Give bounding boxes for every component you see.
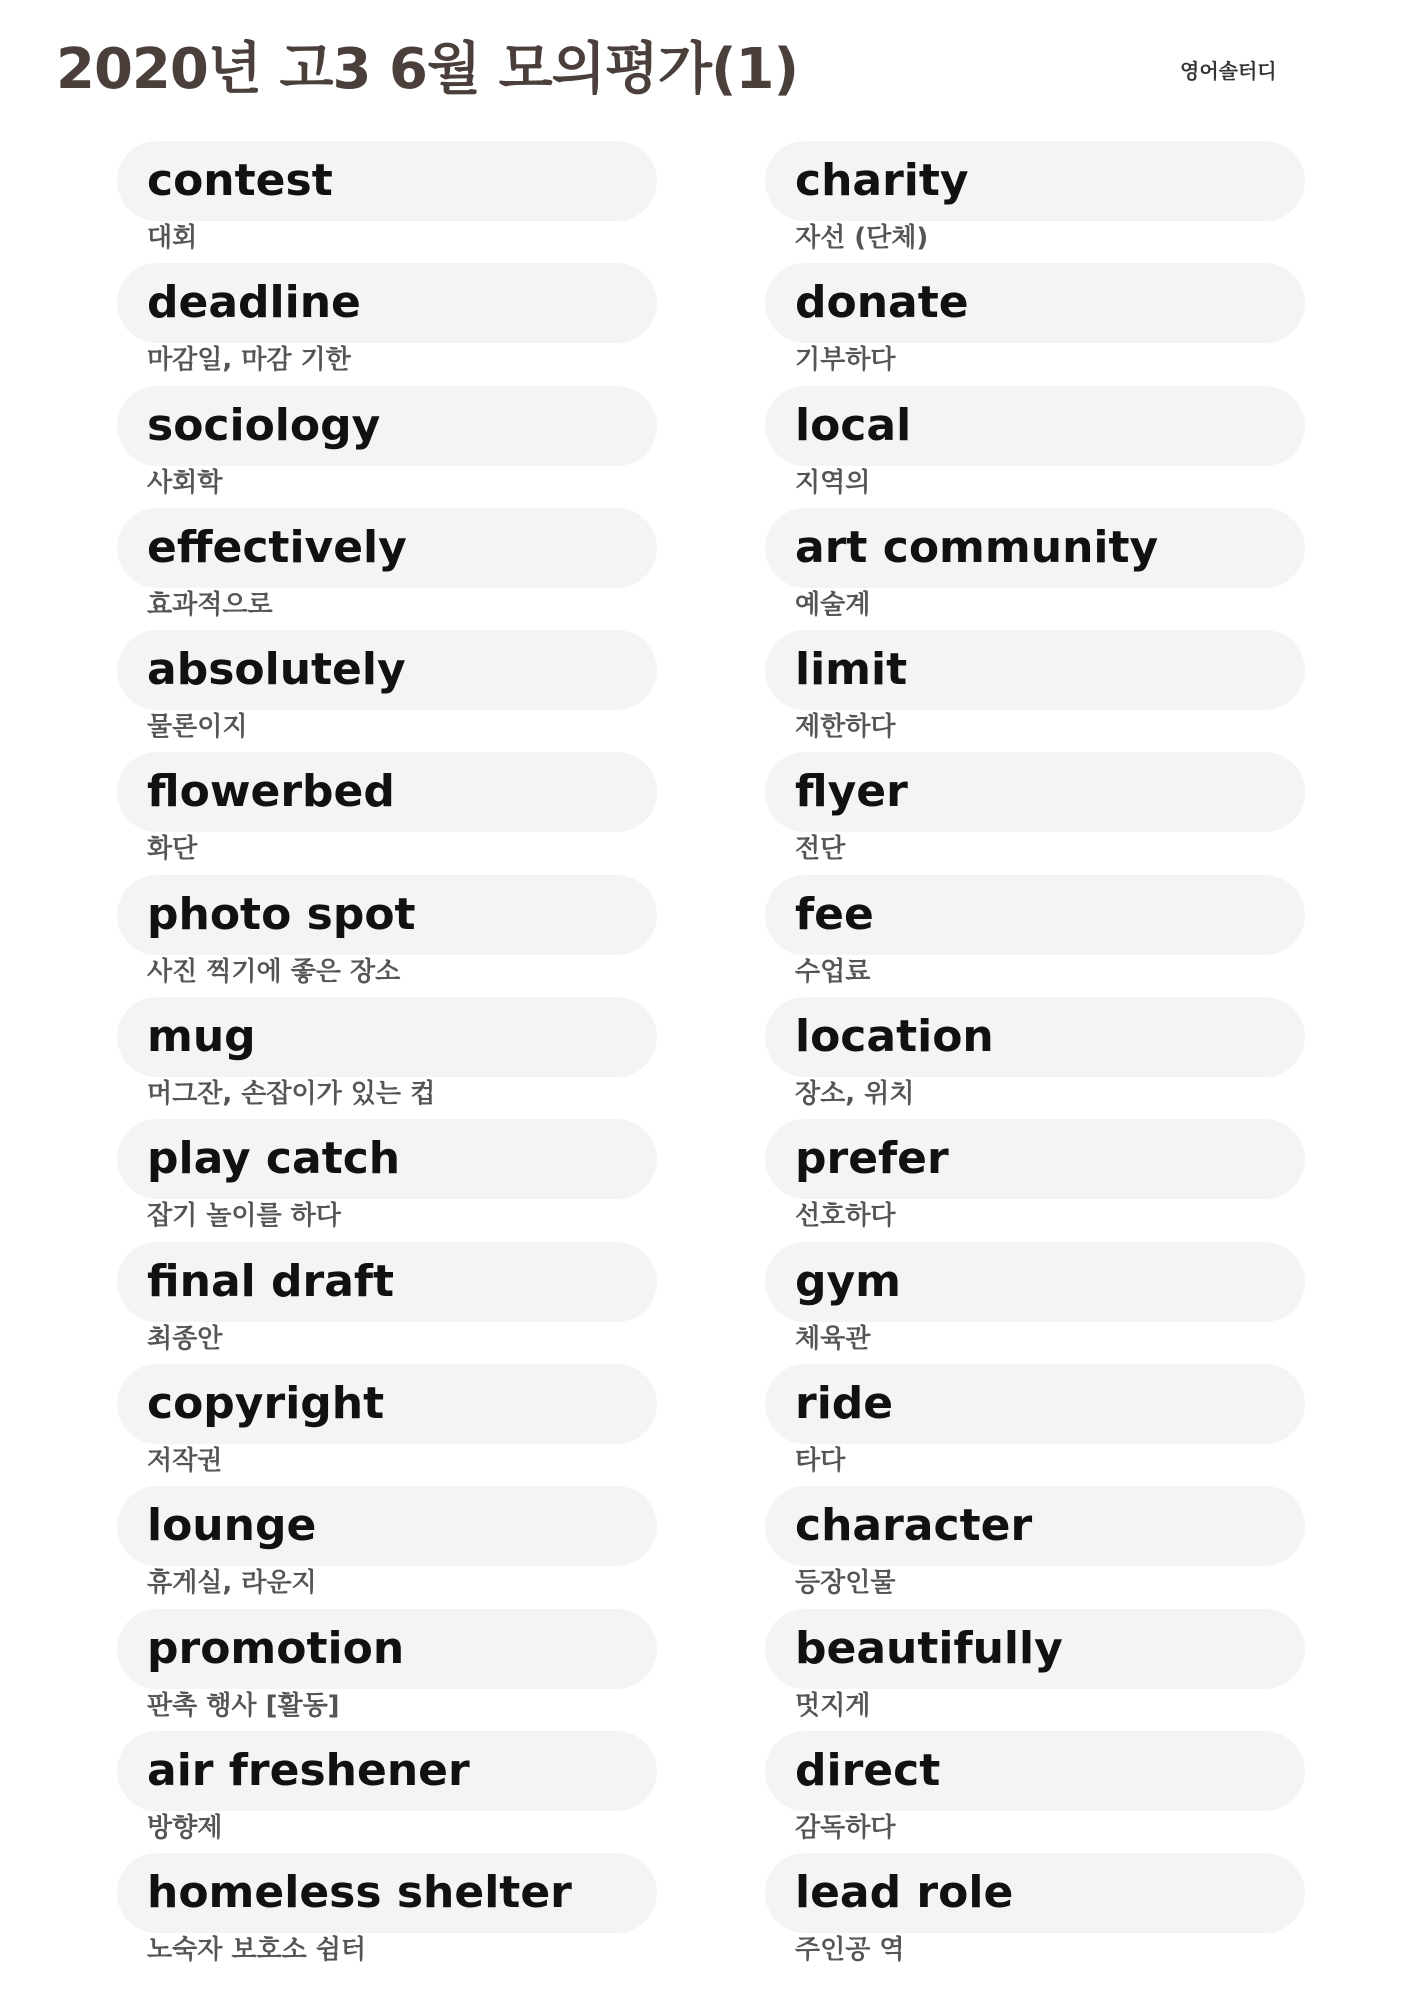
vocab-meaning: 수업료	[795, 956, 871, 987]
vocab-word-pill	[117, 1364, 657, 1444]
vocab-meaning: 화단	[147, 834, 198, 865]
vocab-word-pill	[765, 1853, 1305, 1933]
vocab-item	[765, 630, 1305, 752]
vocab-word-pill	[765, 508, 1305, 588]
vocab-meaning: 최종안	[147, 1323, 223, 1354]
vocab-item	[117, 752, 657, 874]
vocab-word: flyer	[795, 766, 908, 818]
vocab-meaning: 판촉 행사 [활동]	[147, 1690, 340, 1721]
brand-label: 영어솔터디	[1180, 59, 1277, 83]
vocab-item	[117, 508, 657, 630]
vocab-word-pill	[765, 263, 1305, 343]
vocab-meaning: 체육관	[795, 1323, 871, 1354]
vocab-word-pill	[765, 386, 1305, 466]
vocab-item	[117, 1853, 657, 1975]
vocab-word-pill	[117, 386, 657, 466]
vocab-meaning: 물론이지	[147, 712, 248, 743]
vocab-word: ride	[795, 1377, 894, 1429]
vocab-item	[117, 1486, 657, 1608]
vocab-word-pill	[117, 508, 657, 588]
vocab-meaning: 사회학	[147, 467, 223, 498]
vocab-word-pill	[117, 997, 657, 1077]
vocab-meaning: 지역의	[795, 467, 871, 498]
vocab-meaning: 대회	[147, 223, 198, 253]
vocab-word: mug	[147, 1011, 256, 1063]
vocab-word-pill	[117, 1609, 657, 1689]
vocab-word: prefer	[795, 1133, 949, 1185]
vocab-word-pill	[765, 1486, 1305, 1566]
vocab-word-pill	[765, 1609, 1305, 1689]
vocab-word-pill	[117, 1486, 657, 1566]
vocab-word: final draft	[147, 1255, 395, 1307]
vocab-item	[117, 630, 657, 752]
vocab-item	[117, 997, 657, 1119]
vocab-word-pill	[117, 630, 657, 710]
vocab-word: sociology	[147, 399, 381, 451]
vocab-word-pill	[117, 875, 657, 955]
vocab-word-pill	[765, 141, 1305, 221]
vocab-meaning: 멋지게	[795, 1690, 871, 1721]
page-title: 2020년 고3 6월 모의평가(1)	[56, 37, 799, 102]
vocab-meaning: 등장인물	[795, 1568, 896, 1599]
vocab-word: local	[795, 399, 912, 451]
vocab-meaning: 장소, 위치	[795, 1079, 915, 1110]
vocab-item	[117, 141, 657, 263]
vocab-item	[117, 1364, 657, 1486]
vocab-word: location	[795, 1011, 994, 1063]
vocab-meaning: 저작권	[147, 1445, 223, 1476]
vocab-meaning: 자선 (단체)	[795, 223, 929, 253]
vocab-item	[765, 1119, 1305, 1241]
vocab-word-pill	[117, 141, 657, 221]
vocab-item	[765, 1364, 1305, 1486]
vocab-word-pill	[117, 752, 657, 832]
vocab-word: play catch	[147, 1133, 401, 1185]
vocab-meaning: 사진 찍기에 좋은 장소	[147, 956, 401, 987]
vocab-item	[765, 1853, 1305, 1975]
vocab-meaning: 전단	[795, 834, 846, 865]
vocab-word-pill	[117, 1853, 657, 1933]
vocab-column-left	[117, 141, 657, 1975]
vocab-word-pill	[765, 1364, 1305, 1444]
vocab-item	[765, 141, 1305, 263]
vocab-item	[765, 875, 1305, 997]
vocab-word-pill	[765, 630, 1305, 710]
vocab-item	[117, 263, 657, 385]
vocab-word-pill	[117, 1119, 657, 1199]
vocab-word: lead role	[795, 1867, 1014, 1919]
vocab-word-pill	[117, 263, 657, 343]
vocab-word: character	[795, 1500, 1033, 1552]
vocab-item	[765, 1731, 1305, 1853]
vocab-word-pill	[765, 875, 1305, 955]
vocab-meaning: 노숙자 보호소 쉼터	[147, 1935, 367, 1966]
vocab-word-pill	[765, 752, 1305, 832]
vocab-word: direct	[795, 1744, 941, 1796]
vocab-word-pill	[765, 1242, 1305, 1322]
vocab-word-pill	[117, 1242, 657, 1322]
vocab-word: deadline	[147, 277, 361, 329]
vocab-word: limit	[795, 644, 908, 696]
vocab-meaning: 주인공 역	[795, 1935, 905, 1966]
vocab-item	[765, 386, 1305, 508]
vocab-word-pill	[765, 1119, 1305, 1199]
vocab-word: fee	[795, 888, 874, 940]
vocab-word: homeless shelter	[147, 1867, 572, 1919]
vocab-meaning: 감독하다	[795, 1812, 896, 1843]
vocab-word-pill	[765, 997, 1305, 1077]
vocab-word: contest	[147, 155, 333, 206]
vocab-word: flowerbed	[147, 766, 395, 818]
vocab-meaning: 머그잔, 손잡이가 있는 컵	[147, 1079, 436, 1110]
vocab-item	[765, 1242, 1305, 1364]
vocab-item	[117, 386, 657, 508]
vocab-item	[765, 752, 1305, 874]
vocab-word: air freshener	[147, 1744, 470, 1796]
vocab-meaning: 잡기 놀이를 하다	[147, 1201, 341, 1232]
vocab-word: promotion	[147, 1622, 405, 1674]
vocab-word: art community	[795, 521, 1159, 573]
vocab-item	[117, 1242, 657, 1364]
vocab-word: effectively	[147, 521, 407, 573]
vocab-meaning: 기부하다	[795, 345, 896, 376]
vocab-item	[765, 263, 1305, 385]
vocab-word: gym	[795, 1255, 902, 1307]
vocab-word: photo spot	[147, 888, 416, 940]
vocab-word-pill	[117, 1731, 657, 1811]
vocab-word-pill	[765, 1731, 1305, 1811]
vocab-meaning: 효과적으로	[147, 589, 273, 620]
vocab-item	[117, 1119, 657, 1241]
vocab-item	[765, 508, 1305, 630]
vocab-item	[765, 1609, 1305, 1731]
vocab-word: charity	[795, 155, 969, 206]
vocab-meaning: 제한하다	[795, 712, 896, 743]
vocab-item	[117, 875, 657, 997]
vocab-word: beautifully	[795, 1622, 1063, 1674]
vocab-meaning: 휴게실, 라운지	[147, 1568, 317, 1599]
vocab-item	[765, 1486, 1305, 1608]
vocab-word: lounge	[147, 1500, 317, 1552]
vocab-item	[117, 1731, 657, 1853]
vocab-meaning: 타다	[795, 1445, 846, 1476]
vocab-meaning: 예술계	[795, 589, 871, 620]
vocab-meaning: 방향제	[147, 1812, 223, 1843]
vocab-word: donate	[795, 277, 969, 329]
vocab-word: copyright	[147, 1377, 385, 1429]
vocab-item	[117, 1609, 657, 1731]
vocab-meaning: 선호하다	[795, 1201, 896, 1232]
vocab-meaning: 마감일, 마감 기한	[147, 345, 351, 376]
vocab-column-right	[765, 141, 1305, 1975]
vocab-word: absolutely	[147, 644, 406, 696]
vocab-item	[765, 997, 1305, 1119]
